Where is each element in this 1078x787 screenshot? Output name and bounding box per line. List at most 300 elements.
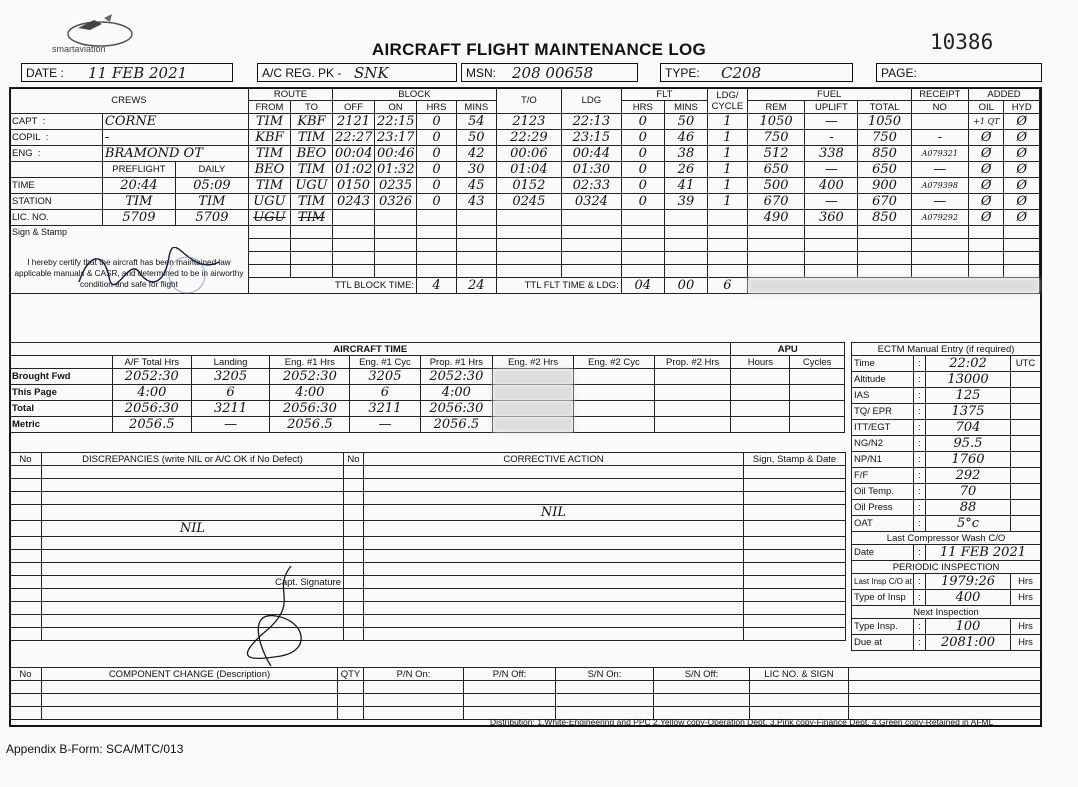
from-header: FROM [248,101,290,114]
block-header: BLOCK [333,88,497,101]
ectm-value[interactable]: 125 [926,388,1011,404]
ttl-block-label: TTL BLOCK TIME: [248,278,416,294]
cell-mins[interactable]: 42 [456,146,496,162]
corr-title: CORRECTIVE ACTION [364,453,744,466]
cell-hrs[interactable]: 0 [417,178,457,194]
ectm-value[interactable]: 70 [926,484,1011,500]
ectm-value[interactable]: 1760 [926,452,1011,468]
lic-daily[interactable]: 5709 [175,210,248,226]
eng-label: ENG : [10,146,103,162]
ttl-flt-hrs[interactable]: 04 [621,278,664,294]
cell-value[interactable]: 3205 [350,369,420,385]
sign-stamp-date-header: Sign, Stamp & Date [744,453,846,466]
ttl-block-mins[interactable]: 24 [456,278,496,294]
cell-to[interactable]: KBF [290,114,332,130]
landing-header: LDG [562,88,622,114]
aircraft-time-table [9,342,845,433]
cell-cycle[interactable]: 1 [708,130,748,146]
daily-header: DAILY [175,162,248,178]
type-insp-label: Type of Insp [852,590,914,606]
wash-date-label: Date [852,545,914,561]
ectm-label: Altitude [852,372,914,388]
cell-hrs[interactable]: 0 [417,162,457,178]
cell-value[interactable]: 2056:30 [420,401,492,417]
log-sheet [9,87,1042,727]
cell-total[interactable]: 850 [858,146,911,162]
crew-signature-icon [69,247,229,297]
station-label: STATION [10,194,103,210]
added-header: ADDED [969,88,1040,101]
next-insp-title: Next Inspection [852,606,1041,619]
last-insp-value[interactable]: 1979:26 [926,574,1011,590]
col-prop1-hrs: Prop. #1 Hrs [420,356,492,369]
date-box[interactable] [21,63,233,82]
capt-signature-label: Capt. Signature [42,576,344,589]
cell-receipt[interactable] [911,114,969,130]
next-type-unit: Hrs [1011,619,1041,635]
row-label: This Page [10,385,113,401]
cell-takeoff[interactable]: 2123 [496,114,561,130]
cell-value[interactable]: 2056.5 [112,417,191,433]
to-header: TO [290,101,332,114]
cell-on[interactable]: 00:46 [375,146,417,162]
cell-oil[interactable]: +1 QT [969,114,1004,130]
cell-value[interactable]: 2052:30 [420,369,492,385]
uplift-header: UPLIFT [805,101,858,114]
ectm-value[interactable]: 704 [926,420,1011,436]
brand-name: smartaviation [52,44,106,54]
distribution-note: Distribution: 1.White-Engineering and PPC 2.Yellow copy-Operation Dept. 3.Pink copy-Finance Dept. 4.Green copy-Retained in AFML [490,717,994,727]
capt-value[interactable]: CORNE [102,114,248,130]
col-eng1-hrs: Eng. #1 Hrs [270,356,350,369]
cell-landing[interactable]: 00:44 [562,146,622,162]
ectm-value[interactable]: 1375 [926,404,1011,420]
last-insp-unit: Hrs [1011,574,1041,590]
cell-total[interactable]: 850 [858,210,911,226]
cell-hrs[interactable] [417,210,457,226]
cell-off[interactable] [333,210,375,226]
crews-header: CREWS [10,88,249,114]
cell-cycle[interactable]: 1 [708,114,748,130]
ectm-label: Oil Press [852,500,914,516]
receipt-header: RECEIPT [911,88,969,101]
ectm-label: ITT/EGT [852,420,914,436]
cell-hrs[interactable]: 0 [417,114,457,130]
cell-cycle[interactable]: 1 [708,194,748,210]
cell-to[interactable]: TIM [290,162,332,178]
due-label: Due at [852,635,914,651]
eng-value[interactable]: BRAMOND OT [102,146,248,162]
time-preflight[interactable]: 20:44 [102,178,175,194]
list-item: NG/N2 : 95.5 [852,436,1041,452]
cell-on[interactable]: 0326 [375,194,417,210]
ectm-label: OAT [852,516,914,532]
cell-cycle[interactable]: 1 [708,162,748,178]
apu-header: APU [731,343,845,356]
cell-flt-hrs[interactable]: 0 [621,194,664,210]
cell-value[interactable]: — [191,417,270,433]
rem-header: REM [747,101,805,114]
page-label: PAGE: [881,66,917,80]
hyd-header: HYD [1004,101,1040,114]
cell-uplift[interactable]: - [805,130,858,146]
cell-flt-mins[interactable]: 50 [664,114,707,130]
qty-header: QTY [338,668,364,681]
cell-oil[interactable]: Ø [969,162,1004,178]
time-label: TIME [10,178,103,194]
cell-value[interactable]: 2056:30 [270,401,350,417]
cell-value[interactable]: 4:00 [420,385,492,401]
cell-value[interactable]: 2056.5 [270,417,350,433]
flt-hrs-header: HRS [621,101,664,114]
msn-label: MSN: [466,66,496,80]
cell-mins[interactable]: 45 [456,178,496,194]
cell-total[interactable]: 750 [858,130,911,146]
table-row [10,385,845,401]
table-row [10,210,1040,226]
cell-to[interactable]: UGU [290,178,332,194]
ectm-value[interactable]: 5°c [926,516,1011,532]
due-value[interactable]: 2081:00 [926,635,1011,651]
cell-rem[interactable]: 1050 [747,114,805,130]
cell-value[interactable]: 3205 [191,369,270,385]
ldg-cycle-header: LDG/ CYCLE [708,88,748,114]
cell-hyd[interactable]: Ø [1004,162,1040,178]
cell-flt-mins[interactable]: 38 [664,146,707,162]
cell-flt-mins[interactable]: 41 [664,178,707,194]
flt-mins-header: MINS [664,101,707,114]
corrective-action-value[interactable]: NIL [364,505,744,521]
cell-landing[interactable]: 02:33 [562,178,622,194]
cell-on[interactable]: 22:15 [375,114,417,130]
ectm-label: F/F [852,468,914,484]
cell-from[interactable]: KBF [248,130,290,146]
capt-label: CAPT : [10,114,103,130]
cell-cycle[interactable] [708,210,748,226]
next-type-label: Type Insp. [852,619,914,635]
cell-value[interactable]: 2052:30 [270,369,350,385]
cell-hyd[interactable]: Ø [1004,194,1040,210]
cell-oil[interactable]: Ø [969,130,1004,146]
ectm-label: TQ/ EPR [852,404,914,420]
cell-oil[interactable]: Ø [969,194,1004,210]
cell-uplift[interactable]: 360 [805,210,858,226]
sn-on-header: S/N On: [556,668,654,681]
cell-oil[interactable]: Ø [969,146,1004,162]
list-item: ITT/EGT : 704 [852,420,1041,436]
cell-rem[interactable]: 490 [747,210,805,226]
cell-rem[interactable]: 500 [747,178,805,194]
cell-flt-hrs[interactable]: 0 [621,178,664,194]
station-preflight[interactable]: TIM [102,194,175,210]
acreg-value: SNK [354,64,389,82]
cell-from[interactable]: BEO [248,162,290,178]
cell-mins[interactable] [456,210,496,226]
copil-label: COPIL : [10,130,103,146]
cell-mins[interactable]: 54 [456,114,496,130]
ttl-flt-ldg[interactable]: 6 [708,278,748,294]
ectm-value[interactable]: 95.5 [926,436,1011,452]
cell-flt-hrs[interactable]: 0 [621,162,664,178]
cell-receipt[interactable]: — [911,162,969,178]
form-title: AIRCRAFT FLIGHT MAINTENANCE LOG [371,40,707,59]
type-insp-value[interactable]: 400 [926,590,1011,606]
ectm-value[interactable]: 22:02 [926,356,1011,372]
lic-sign-header: LIC NO. & SIGN [750,668,849,681]
total-header: TOTAL [858,101,911,114]
preflight-header: PREFLIGHT [102,162,175,178]
comp-title: COMPONENT CHANGE (Description) [42,668,338,681]
cell-to[interactable]: TIM [290,210,332,226]
cell-uplift[interactable]: 400 [805,178,858,194]
col-landing: Landing [191,356,270,369]
acreg-label: A/C REG. PK - [262,66,342,80]
cell-takeoff[interactable]: 22:29 [496,130,561,146]
ttl-flt-mins[interactable]: 00 [664,278,707,294]
cell-on[interactable] [375,210,417,226]
cell-off[interactable]: 2121 [333,114,375,130]
cell-on[interactable]: 01:32 [375,162,417,178]
cell-takeoff[interactable]: 0245 [496,194,561,210]
cell-flt-mins[interactable] [664,210,707,226]
ectm-panel: ECTM Manual Entry (if required) Time : 22:02 UTC Altitude : 13000 IAS : 125 TQ/ EPR : 1375 ITT/EGT : 704 NG/N2 : 95.5 NP/N1 : 1760 F/F : 292 Oil Temp. : 70 Oil Press : 88 OAT : 5°c Last Compressor Wash C/O Date : 11 FEB 2021 PERIODIC INSPECTION Last Insp C/O at : 1979:26 Hrs Type of Insp : 400 Hrs Next Inspection Type Insp. : 100 Hrs Due at : 2081:00 Hrs [851,342,1041,651]
row-label: Metric [10,417,113,433]
ectm-label: Time [852,356,914,372]
cell-hyd[interactable]: Ø [1004,114,1040,130]
cell-rem[interactable]: 512 [747,146,805,162]
time-daily[interactable]: 05:09 [175,178,248,194]
cell-total[interactable]: 670 [858,194,911,210]
cell-takeoff[interactable]: 00:06 [496,146,561,162]
cell-hrs[interactable]: 0 [417,130,457,146]
component-change-table [9,667,1041,720]
wash-title: Last Compressor Wash C/O [852,532,1041,545]
block-mins-header: MINS [456,101,496,114]
sn-off-header: S/N Off: [654,668,750,681]
discrepancy-value[interactable]: NIL [42,521,344,537]
takeoff-header: T/O [496,88,561,114]
disc-title: DISCREPANCIES (write NIL or A/C OK if No Defect) [42,453,344,466]
list-item: IAS : 125 [852,388,1041,404]
lic-preflight[interactable]: 5709 [102,210,175,226]
route-header: ROUTE [248,88,332,101]
page-box[interactable] [876,63,1042,82]
list-item: Altitude : 13000 [852,372,1041,388]
cell-landing[interactable]: 01:30 [562,162,622,178]
cell-flt-mins[interactable]: 46 [664,130,707,146]
cell-hyd[interactable]: Ø [1004,130,1040,146]
list-item: Time : 22:02 UTC [852,356,1041,372]
col-eng1-cyc: Eng. #1 Cyc [350,356,420,369]
ectm-label: Oil Temp. [852,484,914,500]
cell-hyd[interactable]: Ø [1004,178,1040,194]
cell-rem[interactable]: 750 [747,130,805,146]
copil-value[interactable]: - [102,130,248,146]
col-apu-hours: Hours [731,356,790,369]
cell-flt-hrs[interactable]: 0 [621,146,664,162]
type-value: C208 [721,64,762,82]
cell-uplift[interactable]: — [805,114,858,130]
cell-total[interactable]: 1050 [858,114,911,130]
last-insp-label: Last Insp C/O at [852,574,914,590]
cell-value[interactable]: 2056:30 [112,401,191,417]
ectm-title: ECTM Manual Entry (if required) [852,343,1041,356]
cell-off[interactable]: 0150 [333,178,375,194]
cell-oil[interactable]: Ø [969,178,1004,194]
col-prop2-hrs: Prop. #2 Hrs [654,356,731,369]
row-label: Brought Fwd [10,369,113,385]
cell-value[interactable]: — [350,417,420,433]
discrepancies-table [9,452,846,641]
cell-rem[interactable]: 650 [747,162,805,178]
cell-value[interactable]: 3211 [350,401,420,417]
due-unit: Hrs [1011,635,1041,651]
cell-off[interactable]: 00:04 [333,146,375,162]
msn-value: 208 00658 [512,64,594,82]
date-value: 11 FEB 2021 [88,64,188,82]
cell-from[interactable]: TIM [248,146,290,162]
cell-from[interactable]: UGU [248,210,290,226]
col-eng2-cyc: Eng. #2 Cyc [573,356,654,369]
flt-header: FLT [621,88,707,101]
cell-mins[interactable]: 30 [456,162,496,178]
cell-uplift[interactable]: 338 [805,146,858,162]
cell-value[interactable]: 6 [350,385,420,401]
cell-value[interactable]: 3211 [191,401,270,417]
acreg-box[interactable] [257,63,457,82]
cell-on[interactable]: 0235 [375,178,417,194]
cell-mins[interactable]: 50 [456,130,496,146]
cell-cycle[interactable]: 1 [708,146,748,162]
cell-rem[interactable]: 670 [747,194,805,210]
cell-receipt[interactable]: A079321 [911,146,969,162]
cell-landing[interactable] [562,210,622,226]
appendix-label: Appendix B-Form: SCA/MTC/013 [6,742,184,756]
receipt-no-header: NO [911,101,969,114]
list-item: TQ/ EPR : 1375 [852,404,1041,420]
pn-on-header: P/N On: [364,668,464,681]
cell-off[interactable]: 0243 [333,194,375,210]
cell-receipt[interactable]: A079398 [911,178,969,194]
ttl-flt-label: TTL FLT TIME & LDG: [496,278,621,294]
table-row [10,114,1040,130]
sign-stamp-label: Sign & Stamp [12,227,68,237]
ectm-label: IAS [852,388,914,404]
aircraft-time-header: AIRCRAFT TIME [10,343,731,356]
cell-total[interactable]: 650 [858,162,911,178]
col-eng2-hrs: Eng. #2 Hrs [493,356,574,369]
cell-value[interactable]: 6 [191,385,270,401]
col-apu-cycles: Cycles [790,356,845,369]
cell-value[interactable]: 2056.5 [420,417,492,433]
cell-receipt[interactable]: — [911,194,969,210]
list-item: OAT : 5°c [852,516,1041,532]
cell-to[interactable]: TIM [290,194,332,210]
station-daily[interactable]: TIM [175,194,248,210]
cell-off[interactable]: 01:02 [333,162,375,178]
cell-takeoff[interactable]: 0152 [496,178,561,194]
cell-uplift[interactable]: — [805,194,858,210]
table-row [10,178,1040,194]
on-header: ON [375,101,417,114]
msn-box[interactable] [461,63,638,82]
cell-value[interactable]: 4:00 [112,385,191,401]
cell-flt-mins[interactable]: 39 [664,194,707,210]
cell-landing[interactable]: 0324 [562,194,622,210]
table-row [10,369,845,385]
ttl-block-hrs[interactable]: 4 [417,278,457,294]
cell-hrs[interactable]: 0 [417,194,457,210]
certification-text: I hereby certify that the aircraft has been maintained law applicable manuals & CASR, and determined to be in airworthy condition and safe for flight [14,258,244,289]
cell-to[interactable]: BEO [290,146,332,162]
cell-hrs[interactable]: 0 [417,146,457,162]
cell-hyd[interactable]: Ø [1004,146,1040,162]
cell-oil[interactable]: Ø [969,210,1004,226]
cell-total[interactable]: 900 [858,178,911,194]
ectm-value[interactable]: 13000 [926,372,1011,388]
cell-from[interactable]: UGU [248,194,290,210]
cell-receipt[interactable]: A079292 [911,210,969,226]
ectm-label: NG/N2 [852,436,914,452]
type-label: TYPE: [665,66,700,80]
cell-from[interactable]: TIM [248,114,290,130]
cell-uplift[interactable]: — [805,162,858,178]
fuel-header: FUEL [747,88,911,101]
list-item: NP/N1 : 1760 [852,452,1041,468]
list-item: F/F : 292 [852,468,1041,484]
date-label: DATE : [26,66,64,80]
captain-signature-icon [241,561,311,671]
type-box[interactable] [660,63,853,82]
wash-date-value[interactable]: 11 FEB 2021 [926,545,1041,561]
cell-receipt[interactable]: - [911,130,969,146]
cell-landing[interactable]: 22:13 [562,114,622,130]
disc-no-header: No [10,453,42,466]
cell-flt-hrs[interactable] [621,210,664,226]
cell-hyd[interactable]: Ø [1004,210,1040,226]
cell-value[interactable]: 2052:30 [112,369,191,385]
cell-takeoff[interactable] [496,210,561,226]
cell-on[interactable]: 23:17 [375,130,417,146]
cell-landing[interactable]: 23:15 [562,130,622,146]
ectm-value[interactable]: 88 [926,500,1011,516]
serial-number: 10386 [930,30,994,54]
cell-takeoff[interactable]: 01:04 [496,162,561,178]
cell-to[interactable]: TIM [290,130,332,146]
cell-flt-hrs[interactable]: 0 [621,114,664,130]
cell-value[interactable]: 4:00 [270,385,350,401]
off-header: OFF [333,101,375,114]
cell-flt-hrs[interactable]: 0 [621,130,664,146]
cell-mins[interactable]: 43 [456,194,496,210]
cell-from[interactable]: TIM [248,178,290,194]
next-type-value[interactable]: 100 [926,619,1011,635]
table-row [10,194,1040,210]
row-label: Total [10,401,113,417]
periodic-title: PERIODIC INSPECTION [852,561,1041,574]
cell-cycle[interactable]: 1 [708,178,748,194]
lic-label: LIC. NO. [10,210,103,226]
table-row [10,401,845,417]
block-hrs-header: HRS [417,101,457,114]
pn-off-header: P/N Off: [464,668,556,681]
ectm-label: NP/N1 [852,452,914,468]
ectm-value[interactable]: 292 [926,468,1011,484]
ectm-unit: UTC [1011,356,1041,372]
cell-off[interactable]: 22:27 [333,130,375,146]
cell-flt-mins[interactable]: 26 [664,162,707,178]
table-row [10,162,1040,178]
